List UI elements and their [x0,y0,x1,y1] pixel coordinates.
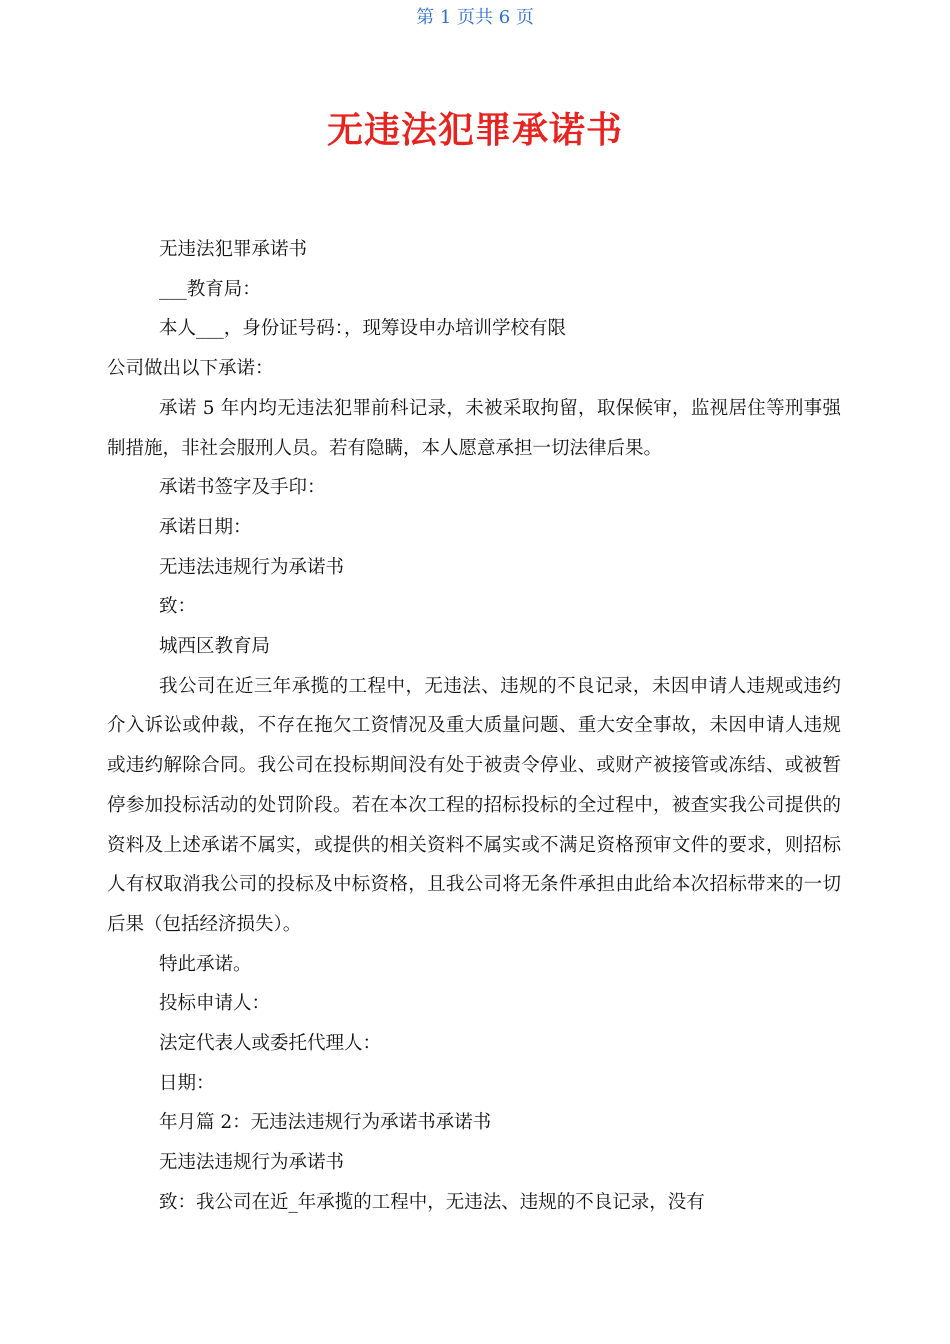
paragraph-company-statement: 我公司在近三年承揽的工程中，无违法、违规的不良记录，未因申请人违规或违约介入诉讼或仲裁，不存在拖欠工资情况及重大质量问题、重大安全事故，未因申请人违规或违约解除合同。我公司在投标期间没有处于被责令停业、或财产被接管或冻结、或被暂停参加投标活动的处罚阶段。若在本次工程的招标投标的全过程中，被查实我公司提供的资料及上述承诺不属实，或提供的相关资料不属实或不满足资格预审文件的要求，则招标人有权取消我公司的投标及中标资格，且我公司将无条件承担由此给本次招标带来的一切后果（包括经济损失）。 [107,675,841,935]
paragraph-part-2-body: 致：我公司在近_年承揽的工程中，无违法、违规的不良记录，没有 [159,1191,705,1213]
paragraph-subtitle: 无违法违规行为承诺书 [159,556,345,578]
page-indicator: 第 1 页共 6 页 [416,7,534,28]
paragraph-representative: 法定代表人或委托代理人： [159,1033,382,1055]
paragraph-date: 承诺日期： [159,516,252,538]
paragraph-signature: 承诺书签字及手印： [159,477,326,499]
paragraph-declarant: 本人___，身份证号码：，现筹设申办培训学校有限 [159,318,567,340]
paragraph-promise: 承诺 5 年内均无违法犯罪前科记录，未被采取拘留，取保候审，监视居住等刑事强制措施，非社会服刑人员。若有隐瞒，本人愿意承担一切法律后果。 [107,397,841,459]
paragraph-declarant-cont: 公司做出以下承诺： [107,358,274,380]
paragraph-to: 致： [159,596,197,618]
document-title: 无违法犯罪承诺书 [326,110,623,151]
paragraph-date-2: 日期： [159,1072,215,1094]
paragraph-hereby: 特此承诺。 [159,953,252,975]
paragraph-heading: 无违法犯罪承诺书 [159,239,308,260]
document-body [107,230,841,1223]
paragraph-addressee: ___教育局： [159,278,261,300]
paragraph-part-2-heading: 年月篇 2：无违法违规行为承诺书承诺书 [159,1112,492,1134]
paragraph-applicant: 投标申请人： [159,993,271,1015]
paragraph-bureau: 城西区教育局 [159,636,271,658]
paragraph-part-2-title: 无违法违规行为承诺书 [159,1152,345,1174]
